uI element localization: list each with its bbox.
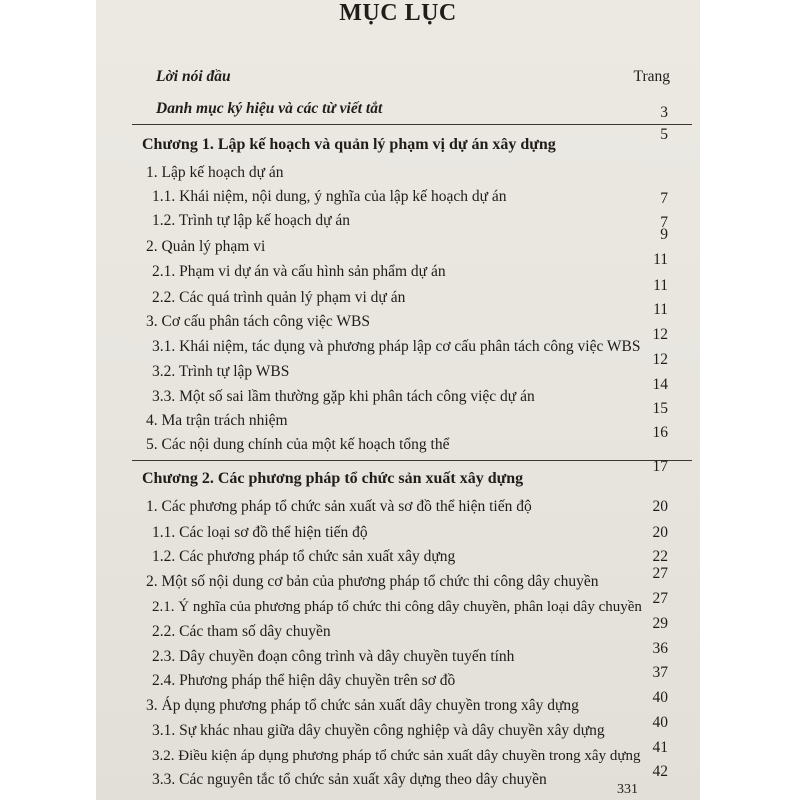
toc-entry: 3. Cơ cấu phân tách công việc WBS 11 <box>146 301 668 330</box>
toc-entry: 3.1. Sự khác nhau giữa dây chuyền công nghiệp và dây chuyền xây dựng 40 <box>152 714 668 739</box>
toc-entry: 2.4. Phương pháp thể hiện dây chuyền trên sơ đồ 37 <box>152 664 668 689</box>
toc-entry: 2.1. Ý nghĩa của phương pháp tổ chức thi công dây chuyền, phân loại dây chuyền 27 <box>152 590 668 615</box>
book-page <box>96 0 700 800</box>
toc-entry: 2.3. Dây chuyền đoạn công trình và dây chuyền tuyến tính 36 <box>152 640 668 665</box>
preface-label: Lời nói đầu <box>156 68 231 85</box>
toc-entry: 2.2. Các quá trình quản lý phạm vi dự án 11 <box>152 277 668 306</box>
toc-entry: 3. Áp dụng phương pháp tổ chức sản xuất dây chuyền trong xây dựng 40 <box>146 689 668 714</box>
toc-entry: 5. Các nội dung chính của một kế hoạch tổng thể 16 <box>146 424 668 453</box>
toc-entry: 4. Ma trận trách nhiệm 15 <box>146 400 668 429</box>
chapter-heading: Chương 2. Các phương pháp tổ chức sản xuất xây dựng 17 <box>142 458 668 487</box>
toc-entry: 3.2. Trình tự lập WBS 12 <box>152 351 668 380</box>
toc-entry: 2. Một số nội dung cơ bản của phương pháp tổ chức thi công dây chuyền 27 <box>146 565 668 590</box>
toc-entry: 1.2. Trình tự lập kế hoạch dự án 7 <box>152 212 668 231</box>
divider <box>132 124 692 125</box>
toc-entry: 2.1. Phạm vi dự án và cấu hình sản phẩm dự án 11 <box>152 251 668 280</box>
page-column-header: Trang <box>633 68 670 85</box>
toc-entry: 1. Các phương pháp tổ chức sản xuất và sơ đồ thể hiện tiến độ 20 <box>146 498 668 515</box>
chapter-heading: Chương 1. Lập kế hoạch và quản lý phạm vị dự án xây dựng 5 <box>142 126 668 153</box>
toc-entry: 3.3. Một số sai lầm thường gặp khi phân tách công việc dự án 14 <box>152 376 668 405</box>
page-number: 331 <box>617 782 638 797</box>
page-title: MỤC LỤC <box>339 0 457 26</box>
toc-entry: 1. Lập kế hoạch dự án <box>146 164 284 181</box>
toc-entry: 1.1. Khái niệm, nội dung, ý nghĩa của lập kế hoạch dự án 7 <box>152 188 668 207</box>
toc-entry: 2.2. Các tham số dây chuyền 29 <box>152 615 668 640</box>
toc-entry: 3.3. Các nguyên tắc tổ chức sản xuất xây dựng theo dây chuyền 42 <box>152 763 668 788</box>
toc-entry: 3.1. Khái niệm, tác dụng và phương pháp lập cơ cấu phân tách công việc WBS 12 <box>152 326 668 355</box>
divider <box>132 460 692 461</box>
toc-entry: 1.2. Các phương pháp tổ chức sản xuất xây dựng 22 <box>152 548 668 565</box>
toc-entry: 3.2. Điều kiện áp dụng phương pháp tổ chức sản xuất dây chuyền trong xây dựng 41 <box>152 739 668 764</box>
toc-entry: 2. Quản lý phạm vi 9 <box>146 226 668 255</box>
toc-entry: Danh mục ký hiệu và các từ viết tắt 3 <box>156 100 668 121</box>
toc-entry: 1.1. Các loại sơ đồ thể hiện tiến độ 20 <box>152 524 668 541</box>
toc-header-row <box>96 66 700 88</box>
